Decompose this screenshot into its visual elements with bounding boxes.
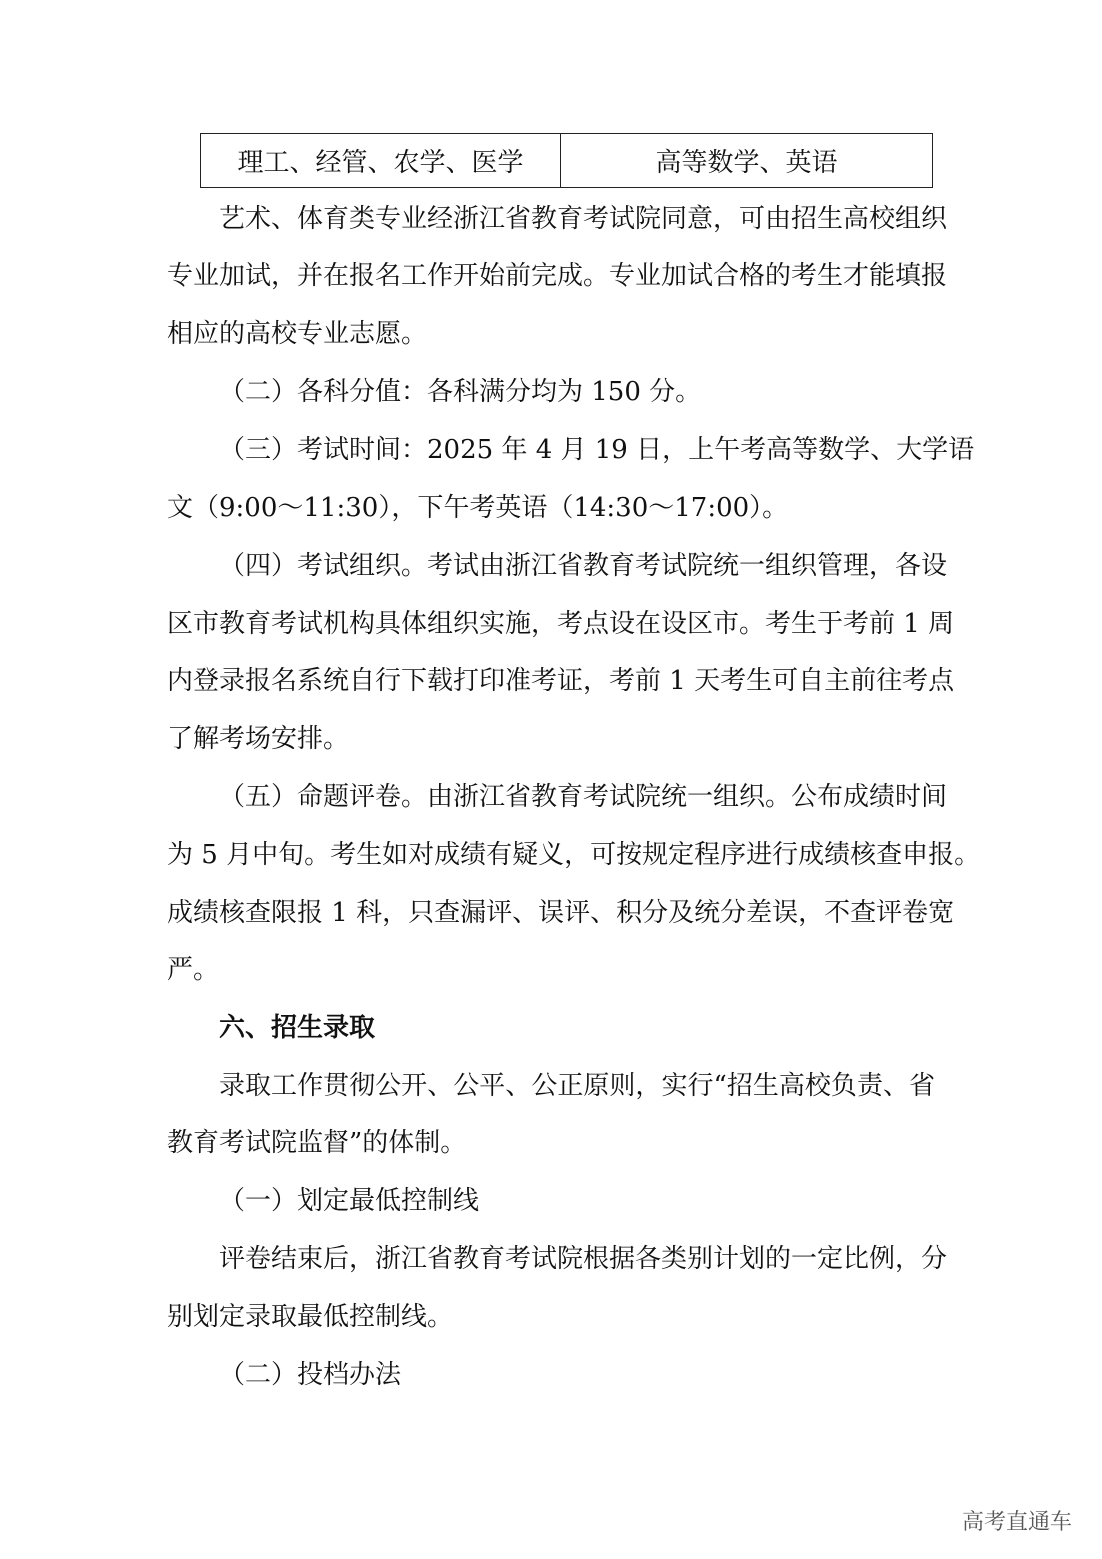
paragraph-line: （二）各科分值：各科满分均为 150 分。 bbox=[219, 377, 702, 407]
table-cell-subjects: 高等数学、英语 bbox=[655, 148, 838, 178]
paragraph-line: 内登录报名系统自行下载打印准考证，考前 1 天考生可自主前往考点 bbox=[167, 666, 955, 696]
paragraph-line: 成绩核查限报 1 科，只查漏评、误评、积分及统分差误，不查评卷宽 bbox=[167, 898, 955, 928]
paragraph-line: 评卷结束后，浙江省教育考试院根据各类别计划的一定比例，分 bbox=[219, 1244, 948, 1274]
watermark: 高考直通车 bbox=[961, 1510, 1072, 1535]
paragraph-line: 录取工作贯彻公开、公平、公正原则，实行“招生高校负责、省 bbox=[219, 1071, 935, 1101]
paragraph-line: 严。 bbox=[167, 955, 220, 985]
subject-table bbox=[200, 133, 933, 188]
paragraph-line: 区市教育考试机构具体组织实施，考点设在设区市。考生于考前 1 周 bbox=[167, 609, 955, 639]
paragraph-line: （三）考试时间：2025 年 4 月 19 日，上午考高等数学、大学语 bbox=[219, 435, 975, 465]
paragraph-line: 了解考场安排。 bbox=[167, 724, 350, 754]
subsection-heading: （一）划定最低控制线 bbox=[219, 1186, 480, 1216]
paragraph-line: 别划定录取最低控制线。 bbox=[167, 1302, 454, 1332]
paragraph-line: 艺术、体育类专业经浙江省教育考试院同意，可由招生高校组织 bbox=[219, 204, 948, 234]
subsection-heading: （二）投档办法 bbox=[219, 1360, 402, 1390]
paragraph-line: 相应的高校专业志愿。 bbox=[167, 319, 428, 349]
paragraph-line: 文（9:00～11:30），下午考英语（14:30～17:00）。 bbox=[167, 493, 789, 523]
paragraph-line: 专业加试，并在报名工作开始前完成。专业加试合格的考生才能填报 bbox=[167, 261, 948, 291]
paragraph-line: 教育考试院监督”的体制。 bbox=[167, 1128, 467, 1158]
paragraph-line: （五）命题评卷。由浙江省教育考试院统一组织。公布成绩时间 bbox=[219, 782, 948, 812]
paragraph-line: 为 5 月中旬。考生如对成绩有疑义，可按规定程序进行成绩核查申报。 bbox=[167, 840, 981, 870]
section-heading: 六、招生录取 bbox=[219, 1013, 376, 1043]
table-cell-majors: 理工、经管、农学、医学 bbox=[201, 134, 561, 187]
paragraph-line: （四）考试组织。考试由浙江省教育考试院统一组织管理，各设 bbox=[219, 551, 948, 581]
